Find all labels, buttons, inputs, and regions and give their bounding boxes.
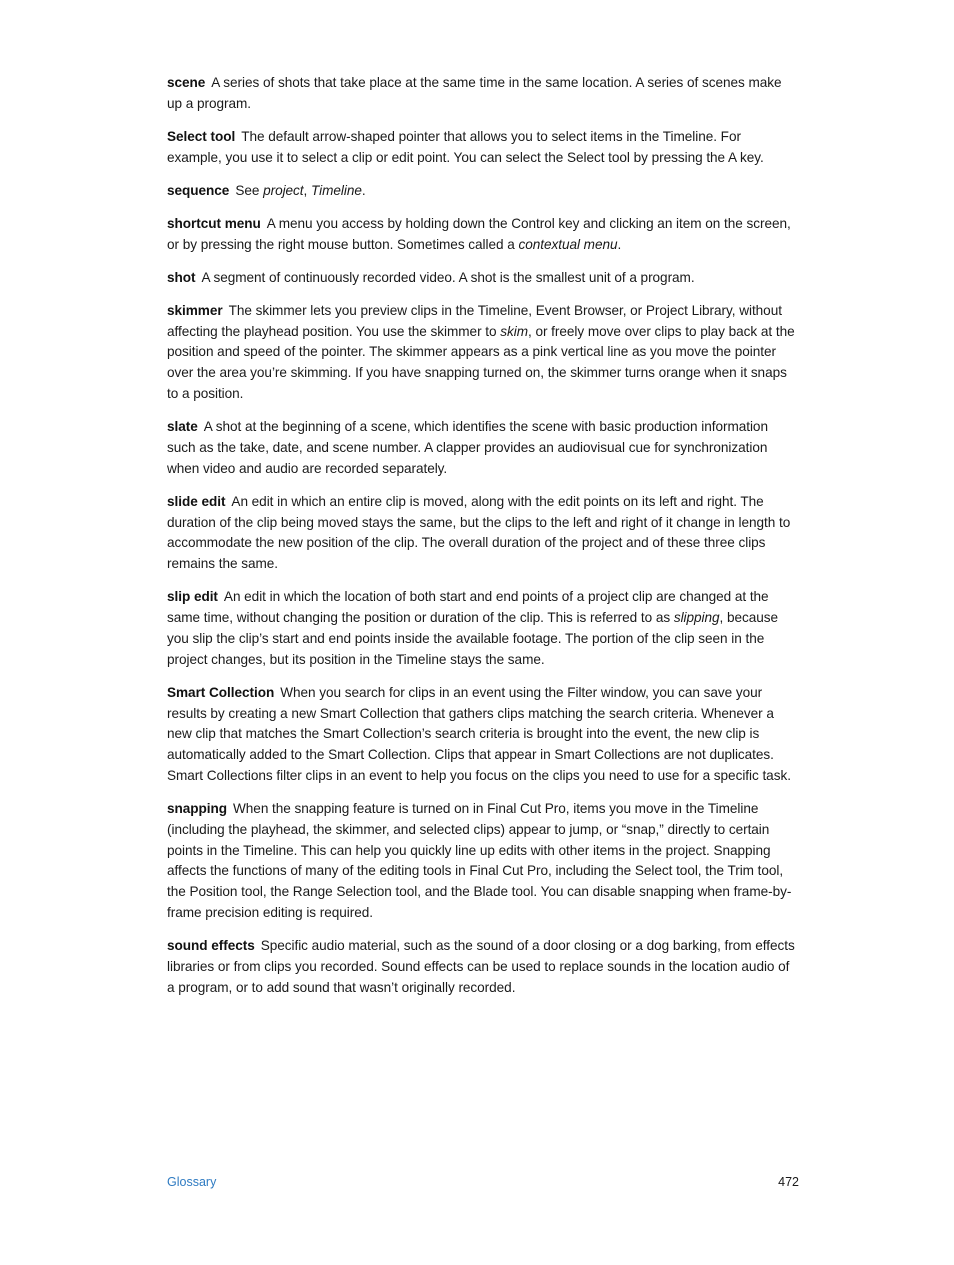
glossary-term: slate <box>167 419 198 435</box>
glossary-term: shot <box>167 269 196 285</box>
glossary-definition <box>167 303 795 401</box>
definition-emphasis: project <box>263 182 304 198</box>
glossary-term: slide edit <box>167 493 226 509</box>
definition-text: The skimmer lets you preview clips in the Timeline, Event Browser, or Project Library, without affecting the playhead position. You use the skimmer to <box>167 302 782 339</box>
footer-section-link[interactable]: Glossary <box>167 1175 217 1189</box>
definition-text: , or freely move over clips to play back at the position and speed of the pointer. The skimmer appears as a pink vertical line as you move the pointer over the area you’re skimming. If you have snapping turned on, the skimmer turns orange when it snaps to a position. <box>167 323 795 402</box>
definition-text: An edit in which the location of both start and end points of a project clip are changed at the same time, without changing the position or duration of the clip. This is referred to as <box>167 589 769 626</box>
glossary-entry <box>167 301 799 405</box>
page-footer <box>167 1172 799 1192</box>
glossary-entry <box>167 683 799 787</box>
definition-text: When the snapping feature is turned on in Final Cut Pro, items you move in the Timeline (including the playhead, the skimmer, and selected clips) appear to jump, or “snap,” directly to certain points in the Timeline. This can help you quickly line up edits with other items in the project. Snapping affects the functions of many of the editing tools in Final Cut Pro, including the Select tool, the Trim tool, the Position tool, the Range Selection tool, and the Blade tool. You can disable snapping when frame-by-frame precision editing is required. <box>167 801 792 921</box>
glossary-term: sequence <box>167 182 230 198</box>
glossary-entry <box>167 936 799 998</box>
glossary-definition <box>202 270 695 285</box>
definition-text: Specific audio material, such as the sound of a door closing or a dog barking, from effects libraries or from clips you recorded. Sound effects can be used to replace sounds in the location audio of a program, or to add sound that wasn’t originally recorded. <box>167 938 795 995</box>
glossary-entry <box>167 214 799 256</box>
definition-text: A series of shots that take place at the same time in the same location. A series of scenes make up a program. <box>167 75 782 111</box>
glossary-term: shortcut menu <box>167 215 261 231</box>
glossary-definition <box>167 589 778 666</box>
glossary-entry <box>167 492 799 575</box>
glossary-term: Select tool <box>167 128 236 144</box>
glossary-term: sound effects <box>167 938 255 954</box>
glossary-term: Smart Collection <box>167 684 275 700</box>
glossary-term: skimmer <box>167 302 223 318</box>
glossary-entry <box>167 417 799 479</box>
glossary-definition <box>167 801 791 920</box>
definition-text: . <box>617 236 622 252</box>
glossary-definition <box>167 419 768 476</box>
page-number: 472 <box>778 1175 799 1189</box>
glossary-entry <box>167 268 799 289</box>
definition-emphasis: slipping <box>673 610 720 626</box>
definition-text: A segment of continuously recorded video. A shot is the smallest unit of a program. <box>201 269 695 285</box>
definition-emphasis: Timeline <box>311 182 362 198</box>
glossary-definition <box>167 494 790 571</box>
definition-text: , <box>303 182 311 198</box>
definition-text: See <box>235 182 264 198</box>
glossary-entry <box>167 181 799 202</box>
definition-text: When you search for clips in an event using the Filter window, you can save your results by creating a new Smart Collection that gathers clips matching the search criteria. Whenever a new clip that matches the Smart Collection’s search criteria is brought into the event, the new clip is automatically added to the Smart Collection. Clips that appear in Smart Collections are not duplicates. Smart Collections filter clips in an event to help you focus on the clips you need to use for a specific task. <box>167 684 791 783</box>
glossary-definition <box>167 75 782 111</box>
glossary-term: snapping <box>167 801 228 817</box>
glossary-definition <box>167 129 764 165</box>
glossary-entry <box>167 799 799 924</box>
definition-text: A shot at the beginning of a scene, which identifies the scene with basic production information such as the take, date, and scene number. A clapper provides an audiovisual cue for synchronization when video and audio are recorded separately. <box>167 419 768 476</box>
glossary-definition <box>167 938 795 995</box>
glossary-entry <box>167 127 799 169</box>
glossary-entry <box>167 587 799 670</box>
definition-emphasis: contextual menu <box>518 236 618 252</box>
definition-text: , because you slip the clip’s start and end points inside the available footage. The portion of the clip seen in the project changes, but its position in the Timeline stays the same. <box>167 610 779 667</box>
glossary-term: slip edit <box>167 589 218 605</box>
definition-text: An edit in which an entire clip is moved, along with the edit points on its left and right. The duration of the clip being moved stays the same, but the clips to the left and right of it change in length to accommodate the new position of the clip. The overall duration of the project and of these three clips remains the same. <box>167 493 791 572</box>
definition-text: A menu you access by holding down the Control key and clicking an item on the screen, or by pressing the right mouse button. Sometimes called a <box>167 215 791 252</box>
definition-text: . <box>361 182 366 198</box>
glossary-entry <box>167 73 799 115</box>
glossary-entries <box>167 73 799 999</box>
definition-emphasis: skim <box>500 323 528 339</box>
definition-text: The default arrow-shaped pointer that allows you to select items in the Timeline. For example, you use it to select a clip or edit point. You can select the Select tool by pressing the A key. <box>167 128 764 165</box>
glossary-definition <box>235 183 365 198</box>
glossary-term: scene <box>167 75 206 90</box>
glossary-page <box>167 73 799 1011</box>
